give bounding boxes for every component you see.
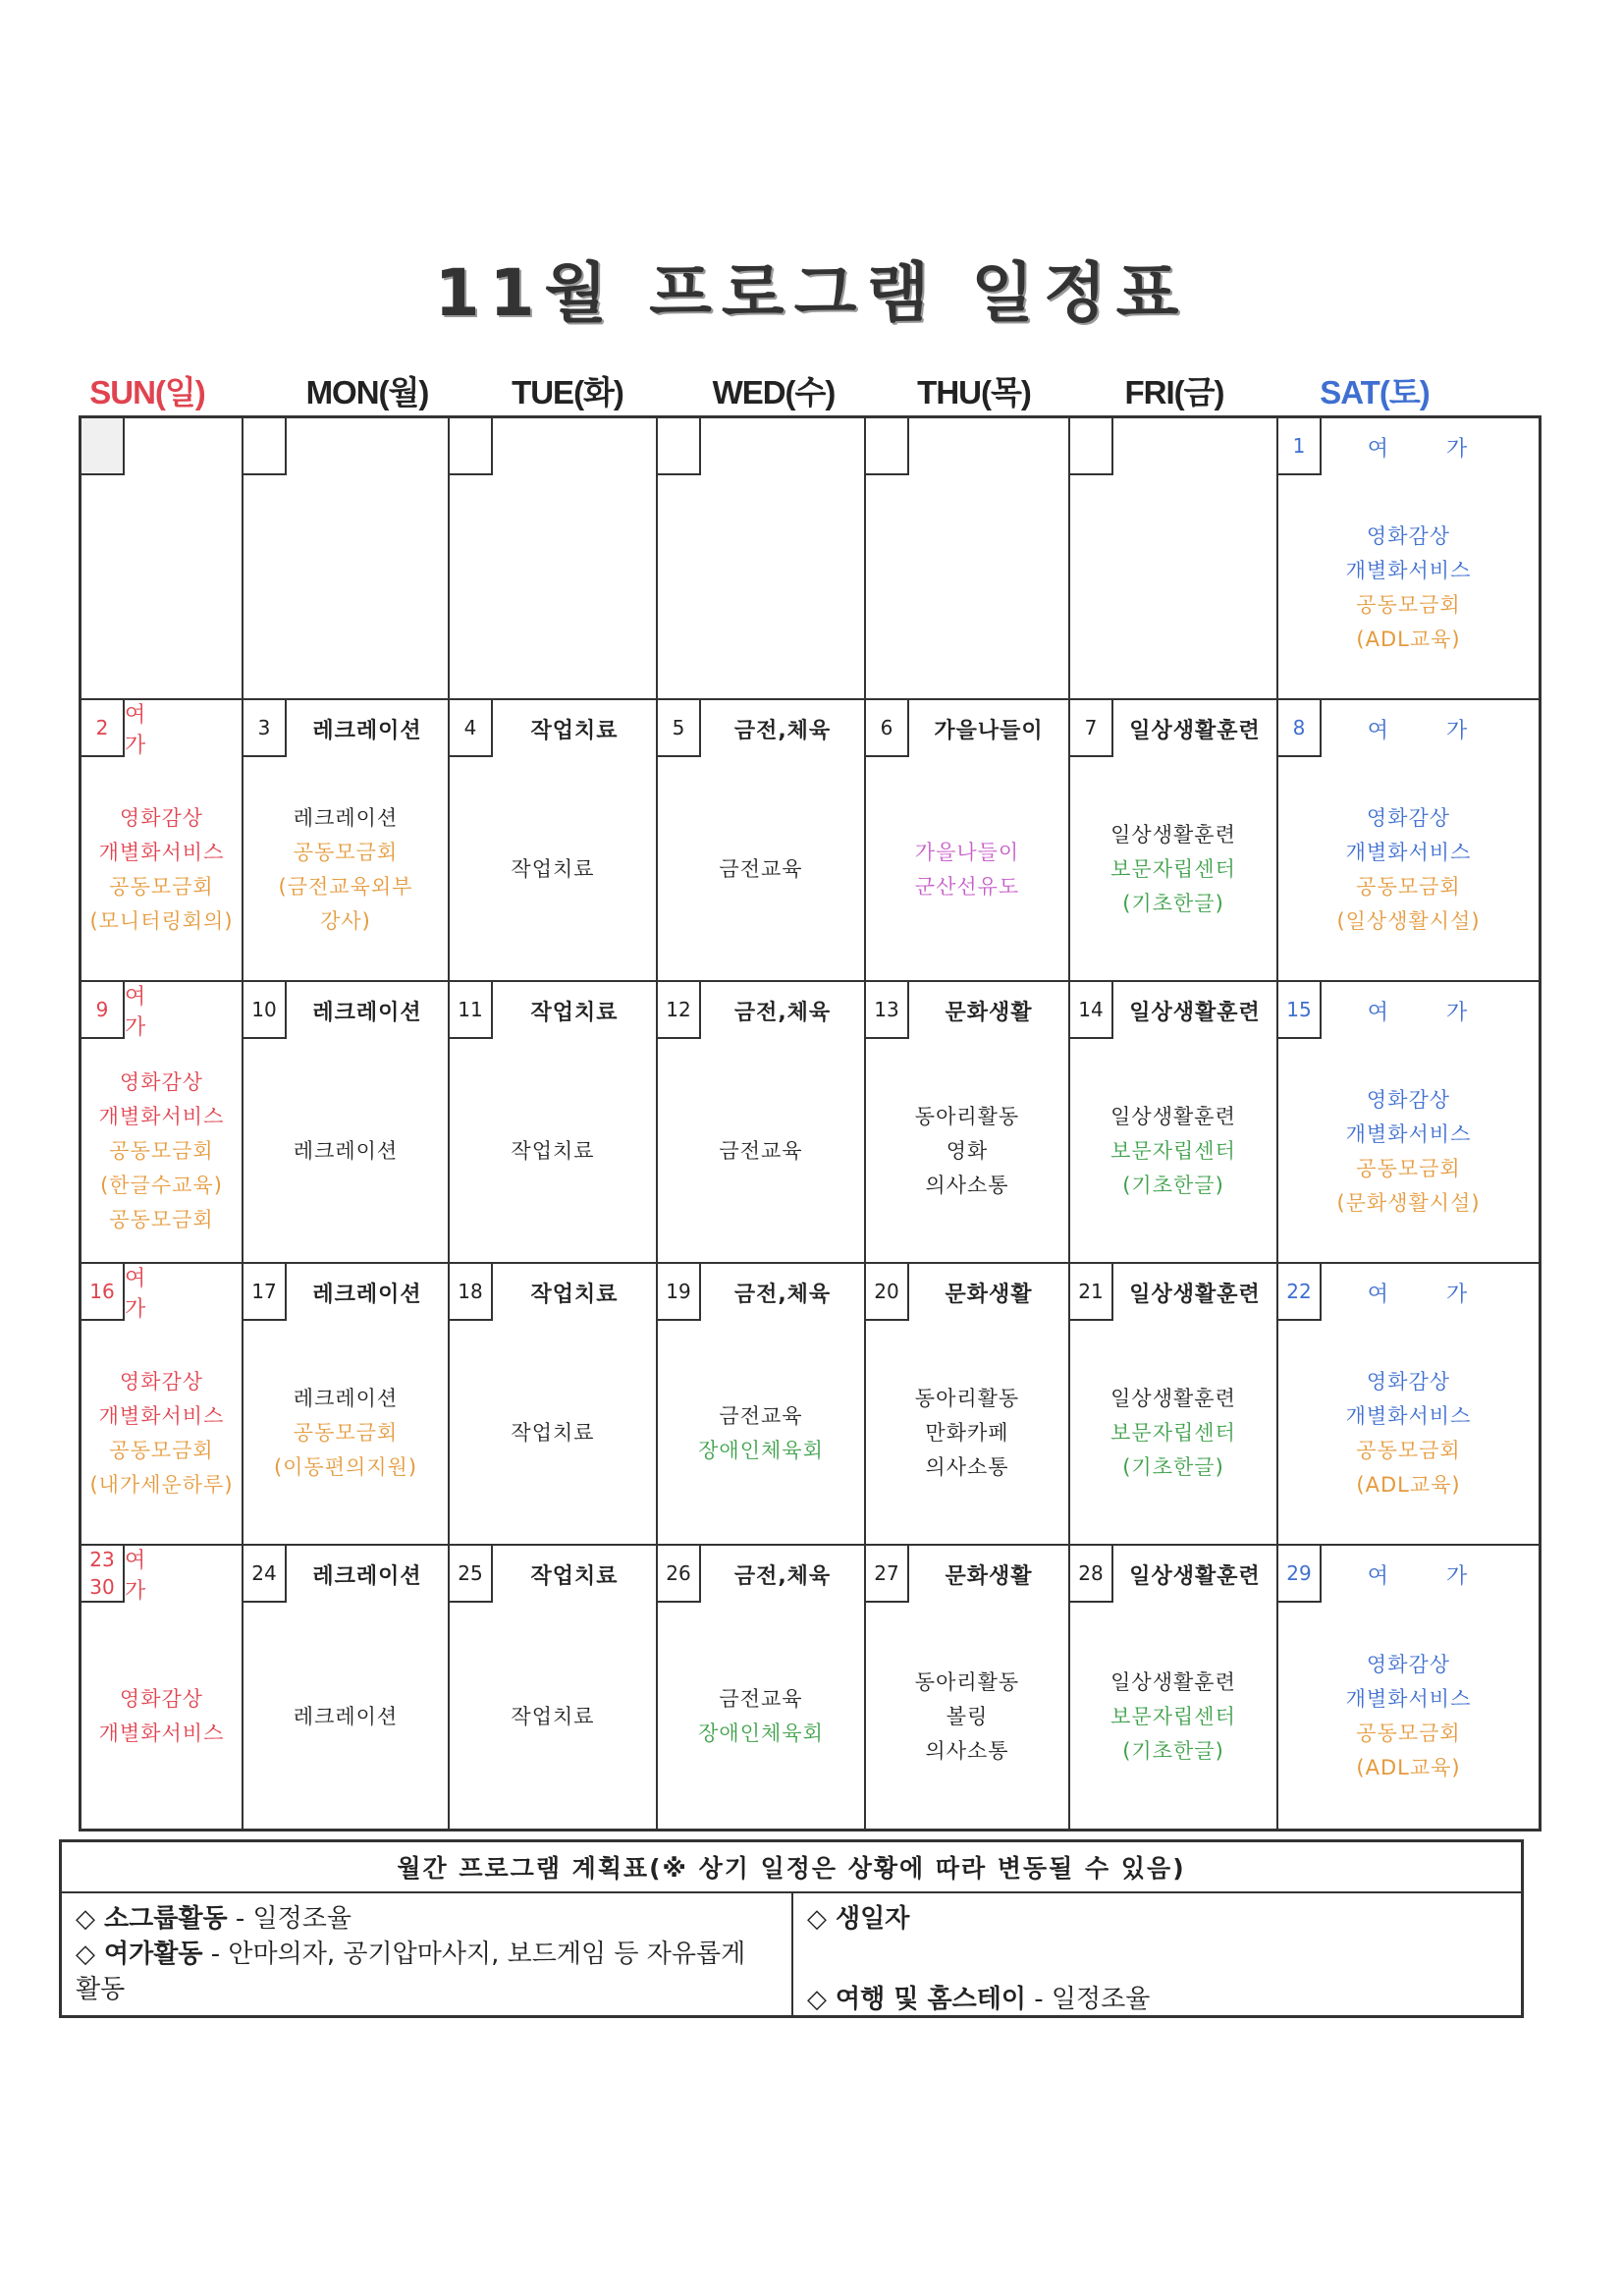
day-number-text: 18 (458, 1280, 483, 1303)
calendar-day-cell (658, 1264, 866, 1546)
calendar-day-cell (243, 418, 450, 700)
day-number (1278, 1546, 1322, 1603)
program-line: 작업치료 (511, 1421, 595, 1445)
program-line: 가을나들이 (914, 840, 1020, 864)
program-details (866, 1051, 1068, 1252)
day-number (866, 1264, 909, 1321)
program-headline: 여 가 (125, 1549, 172, 1604)
calendar-day-cell (243, 1264, 450, 1546)
program-headline: 금전,체육 (733, 1563, 832, 1589)
day-number (658, 418, 701, 475)
calendar-day-cell (658, 700, 866, 982)
day-number (81, 418, 125, 475)
program-line: 영화감상 (1366, 523, 1451, 548)
calendar-day-cell (866, 1546, 1070, 1829)
program-line: (기초한글) (1122, 1174, 1224, 1197)
day-number (81, 700, 125, 757)
day-number (450, 1264, 493, 1321)
program-headline: 레크레이션 (312, 1563, 422, 1589)
program-line: 보문자립센터 (1110, 1421, 1236, 1445)
plan-left-column (62, 1891, 793, 2015)
day-number (81, 1264, 125, 1321)
plan-item-travel (807, 1982, 1150, 2017)
program-line: 영화감상 (119, 1687, 204, 1711)
program-line: (일상생활시설) (1336, 908, 1481, 933)
program-details (1278, 487, 1539, 688)
day-number-text: 15 (1286, 998, 1312, 1021)
day-header: TUE(화) (512, 373, 623, 410)
day-number-text: 13 (874, 998, 899, 1021)
calendar-day-cell (81, 700, 243, 982)
program-line: 영화감상 (119, 805, 204, 830)
day-number-text: 26 (666, 1561, 691, 1585)
calendar-day-cell (1278, 1264, 1539, 1546)
program-line: 영화감상 (1366, 1087, 1451, 1112)
calendar-day-cell (658, 1546, 866, 1829)
plan-item-text: - 안마의자, 공기압마사지, 보드게임 등 자유롭게 활동 (76, 1940, 746, 2004)
plan-item-label: ◇ 소그룹활동 (76, 1904, 228, 1934)
program-headline: 여 가 (1367, 1000, 1493, 1025)
program-details (243, 1333, 448, 1534)
day-number-text: 25 (458, 1561, 483, 1585)
program-headline: 여 가 (1367, 1563, 1493, 1589)
day-number-text: 2 (95, 716, 109, 739)
program-line: 영화감상 (1366, 1653, 1451, 1676)
program-line: 의사소통 (925, 1738, 1009, 1763)
program-line: (문화생활시설) (1336, 1190, 1481, 1215)
day-number-text: 9 (95, 998, 109, 1021)
program-line: 일상생활훈련 (1110, 1105, 1236, 1128)
calendar-day-cell (1070, 700, 1278, 982)
day-number (1070, 418, 1113, 475)
program-headline: 일상생활훈련 (1129, 1282, 1261, 1307)
program-details (866, 1333, 1068, 1534)
program-line: 만화카페 (925, 1421, 1009, 1445)
day-number (866, 418, 909, 475)
program-headline: 레크레이션 (312, 718, 422, 743)
program-headline: 금전,체육 (733, 718, 832, 743)
day-number-text: 23 (89, 1548, 115, 1571)
day-number (450, 418, 493, 475)
calendar-day-cell (1070, 1546, 1278, 1829)
program-details (450, 1333, 656, 1534)
program-line: 동아리활동 (914, 1387, 1020, 1410)
calendar-day-cell (450, 700, 658, 982)
calendar-day-cell (1070, 982, 1278, 1264)
day-number (81, 982, 125, 1039)
program-line: 개별화서비스 (1345, 558, 1472, 582)
day-number (243, 700, 287, 757)
day-number-text: 19 (666, 1280, 691, 1303)
program-line: 영화감상 (119, 1070, 204, 1094)
calendar-day-cell (243, 982, 450, 1264)
program-details (1070, 1614, 1276, 1819)
program-details (1278, 769, 1539, 970)
program-details (1070, 769, 1276, 970)
program-line: 보문자립센터 (1110, 1139, 1236, 1163)
day-number (1070, 1264, 1113, 1321)
day-number-text: 21 (1078, 1280, 1104, 1303)
calendar-day-cell (866, 700, 1070, 982)
program-line: 작업치료 (511, 857, 595, 881)
day-number (866, 700, 909, 757)
day-number (866, 1546, 909, 1603)
program-line: 작업치료 (511, 1704, 595, 1728)
program-line: (ADL교육) (1356, 627, 1461, 651)
day-header: MON(월) (305, 373, 429, 410)
day-number (1070, 982, 1113, 1039)
program-details (658, 1614, 864, 1819)
calendar-day-cell (81, 1546, 243, 1829)
day-number (1070, 700, 1113, 757)
day-number-text: 4 (463, 716, 477, 739)
day-number (243, 1546, 287, 1603)
day-number (1278, 982, 1322, 1039)
day-number-text: 8 (1292, 716, 1306, 739)
calendar-day-cell (658, 418, 866, 700)
program-details (450, 769, 656, 970)
day-number-text: 3 (257, 716, 271, 739)
program-line: (기초한글) (1122, 1455, 1224, 1479)
program-details (450, 1614, 656, 1819)
day-number (658, 700, 701, 757)
program-headline: 가을나들이 (934, 718, 1044, 743)
calendar-day-cell (866, 1264, 1070, 1546)
program-line: 개별화서비스 (98, 1403, 225, 1428)
program-line: 금전교육 (719, 1139, 803, 1163)
program-line: (한글수교육) (100, 1174, 223, 1197)
day-header: FRI(금) (1124, 373, 1224, 410)
program-line: 작업치료 (511, 1139, 595, 1163)
program-headline: 일상생활훈련 (1129, 1563, 1261, 1589)
program-line: 공동모금회 (1356, 1722, 1461, 1745)
plan-right-column (793, 1891, 1521, 2015)
program-line: (기초한글) (1122, 1738, 1224, 1763)
program-details (866, 769, 1068, 970)
calendar-day-cell (658, 982, 866, 1264)
program-line: 개별화서비스 (1345, 840, 1472, 864)
program-line: 공동모금회 (109, 1438, 214, 1462)
program-headline: 일상생활훈련 (1129, 718, 1261, 743)
program-line: 공동모금회 (109, 874, 214, 899)
day-header: WED(수) (712, 373, 836, 410)
day-number-text: 20 (874, 1280, 899, 1303)
day-number-text: 28 (1078, 1561, 1104, 1585)
plan-item-label: ◇ 여행 및 홈스테이 (807, 1985, 1026, 2014)
calendar-day-cell (450, 982, 658, 1264)
program-line: (기초한글) (1122, 892, 1224, 915)
day-number (1278, 700, 1322, 757)
program-headline: 여 가 (125, 703, 172, 758)
calendar-grid (79, 415, 1542, 1831)
day-number-text: 24 (251, 1561, 277, 1585)
calendar-day-cell (243, 1546, 450, 1829)
day-number (1278, 1264, 1322, 1321)
plan-item-label: ◇ 생일자 (807, 1904, 910, 1934)
calendar-day-cell (81, 418, 243, 700)
program-details (450, 1051, 656, 1252)
day-number-text: 11 (458, 998, 483, 1021)
program-line: 공동모금회 (1356, 874, 1461, 899)
program-details (81, 769, 242, 970)
plan-item-text: - 일정조율 (1025, 1985, 1151, 2014)
day-number (81, 1546, 125, 1603)
program-line: 영화감상 (1366, 805, 1451, 830)
program-details (243, 1051, 448, 1252)
program-line: 금전교육 (719, 1403, 803, 1428)
plan-item-text: - 일정조율 (227, 1904, 352, 1934)
day-number (450, 700, 493, 757)
program-line: 공동모금회 (109, 1208, 214, 1231)
plan-item-leisure (76, 1937, 778, 2007)
program-line: 보문자립센터 (1110, 1704, 1236, 1728)
program-line: 금전교육 (719, 857, 803, 881)
day-number (658, 982, 701, 1039)
day-number-text: 27 (874, 1561, 899, 1585)
program-line: (모니터링회의) (89, 908, 234, 933)
program-headline: 문화생활 (945, 1000, 1033, 1025)
plan-item-birthday (807, 1901, 1507, 1937)
program-headline: 문화생활 (945, 1282, 1033, 1307)
program-line: 공동모금회 (1356, 1156, 1461, 1180)
program-line: 레크레이션 (293, 1387, 399, 1410)
program-line: 의사소통 (925, 1455, 1009, 1479)
program-headline: 여 가 (1367, 436, 1493, 462)
program-line: 레크레이션 (293, 1139, 399, 1163)
program-details (1278, 1051, 1539, 1252)
day-number-text: 12 (666, 998, 691, 1021)
program-line: 일상생활훈련 (1110, 823, 1236, 847)
program-line: 보문자립센터 (1110, 857, 1236, 881)
calendar-day-cell (81, 982, 243, 1264)
program-headline: 금전,체육 (733, 1282, 832, 1307)
program-headline: 레크레이션 (312, 1000, 422, 1025)
day-header: THU(목) (917, 373, 1031, 410)
program-details (1278, 1614, 1539, 1819)
plan-item-small-group (76, 1901, 778, 1937)
program-line: 개별화서비스 (1345, 1403, 1472, 1428)
plan-item-label: ◇ 여가활동 (76, 1940, 203, 1969)
program-line: (ADL교육) (1356, 1756, 1461, 1779)
day-header: SUN(일) (89, 373, 205, 410)
program-line: 개별화서비스 (98, 840, 225, 864)
program-line: 공동모금회 (1356, 1438, 1461, 1462)
program-headline: 작업치료 (530, 1000, 619, 1025)
plan-heading: 월간 프로그램 계획표(※ 상기 일정은 상황에 따라 변동될 수 있음) (62, 1842, 1521, 1893)
program-line: (ADL교육) (1356, 1472, 1461, 1497)
program-line: 군산선유도 (914, 874, 1020, 899)
day-number (243, 1264, 287, 1321)
page-title: 11월 프로그램 일정표 (434, 255, 1189, 331)
program-line: 일상생활훈련 (1110, 1387, 1236, 1410)
day-number-text: 7 (1084, 716, 1098, 739)
program-details (81, 1333, 242, 1534)
day-number-text: 10 (251, 998, 277, 1021)
calendar-day-cell (81, 1264, 243, 1546)
monthly-plan-table (59, 1839, 1524, 2018)
program-headline: 레크레이션 (312, 1282, 422, 1307)
program-line: 공동모금회 (109, 1139, 214, 1163)
day-number-text: 22 (1286, 1280, 1312, 1303)
day-number (243, 418, 287, 475)
program-line: 동아리활동 (914, 1669, 1020, 1694)
program-headline: 여 가 (1367, 1282, 1493, 1307)
program-line: 공동모금회 (1356, 592, 1461, 617)
program-line: 공동모금회 (293, 1421, 399, 1445)
program-headline: 금전,체육 (733, 1000, 832, 1025)
program-line: 영화감상 (119, 1369, 204, 1394)
program-line: (금전교육외부 (278, 874, 413, 899)
program-headline: 여 가 (1367, 718, 1493, 743)
program-line: 영화 (946, 1139, 989, 1163)
calendar-day-cell (1278, 982, 1539, 1264)
calendar-day-cell (450, 1546, 658, 1829)
program-line: 레크레이션 (293, 1704, 399, 1728)
calendar-day-cell (450, 1264, 658, 1546)
program-details (658, 769, 864, 970)
program-headline: 일상생활훈련 (1129, 1000, 1261, 1025)
program-line: 개별화서비스 (1345, 1687, 1472, 1711)
program-headline: 작업치료 (530, 1563, 619, 1589)
program-details (243, 1614, 448, 1819)
calendar-day-cell (866, 418, 1070, 700)
program-line: 장애인체육회 (698, 1722, 824, 1745)
calendar-day-cell (1278, 700, 1539, 982)
day-number-text: 1 (1292, 434, 1306, 458)
day-number (658, 1546, 701, 1603)
program-line: (이동편의지원) (273, 1455, 418, 1479)
calendar-day-cell (1278, 1546, 1539, 1829)
program-details (658, 1051, 864, 1252)
day-number (1278, 418, 1322, 475)
program-details (1278, 1333, 1539, 1534)
program-headline: 문화생활 (945, 1563, 1033, 1589)
day-number-text: 14 (1078, 998, 1104, 1021)
calendar-day-cell (1278, 418, 1539, 700)
day-number (243, 982, 287, 1039)
calendar-day-cell (866, 982, 1070, 1264)
program-details (866, 1614, 1068, 1819)
program-line: 볼링 (946, 1704, 989, 1728)
program-line: 의사소통 (925, 1174, 1009, 1197)
day-number-text: 16 (89, 1280, 115, 1303)
program-line: 개별화서비스 (98, 1722, 225, 1745)
program-line: (내가세운하루) (89, 1472, 234, 1497)
calendar-day-cell (1070, 418, 1278, 700)
program-details (243, 769, 448, 970)
day-number-text: 30 (89, 1575, 115, 1599)
program-details (658, 1333, 864, 1534)
program-line: 동아리활동 (914, 1105, 1020, 1128)
day-number (450, 982, 493, 1039)
program-line: 장애인체육회 (698, 1438, 824, 1462)
day-number (1070, 1546, 1113, 1603)
day-number-text: 17 (251, 1280, 277, 1303)
calendar-day-cell (450, 418, 658, 700)
program-line: 강사) (320, 908, 371, 933)
program-details (81, 1614, 242, 1819)
day-number-text: 6 (880, 716, 893, 739)
program-headline: 작업치료 (530, 718, 619, 743)
calendar-day-cell (1070, 1264, 1278, 1546)
program-details (81, 1051, 242, 1252)
calendar-day-cell (243, 700, 450, 982)
day-header: SAT(토) (1320, 373, 1430, 410)
program-line: 일상생활훈련 (1110, 1669, 1236, 1694)
program-line: 레크레이션 (293, 805, 399, 830)
program-line: 금전교육 (719, 1687, 803, 1711)
program-details (1070, 1051, 1276, 1252)
day-number-text: 5 (672, 716, 685, 739)
program-line: 공동모금회 (293, 840, 399, 864)
program-line: 영화감상 (1366, 1369, 1451, 1394)
program-details (1070, 1333, 1276, 1534)
program-line: 개별화서비스 (1345, 1121, 1472, 1146)
day-number (658, 1264, 701, 1321)
program-headline: 작업치료 (530, 1282, 619, 1307)
day-number-text: 29 (1286, 1561, 1312, 1585)
day-number (450, 1546, 493, 1603)
program-headline: 여 가 (125, 985, 172, 1040)
program-line: 개별화서비스 (98, 1105, 225, 1128)
day-number (866, 982, 909, 1039)
program-headline: 여 가 (125, 1267, 172, 1322)
